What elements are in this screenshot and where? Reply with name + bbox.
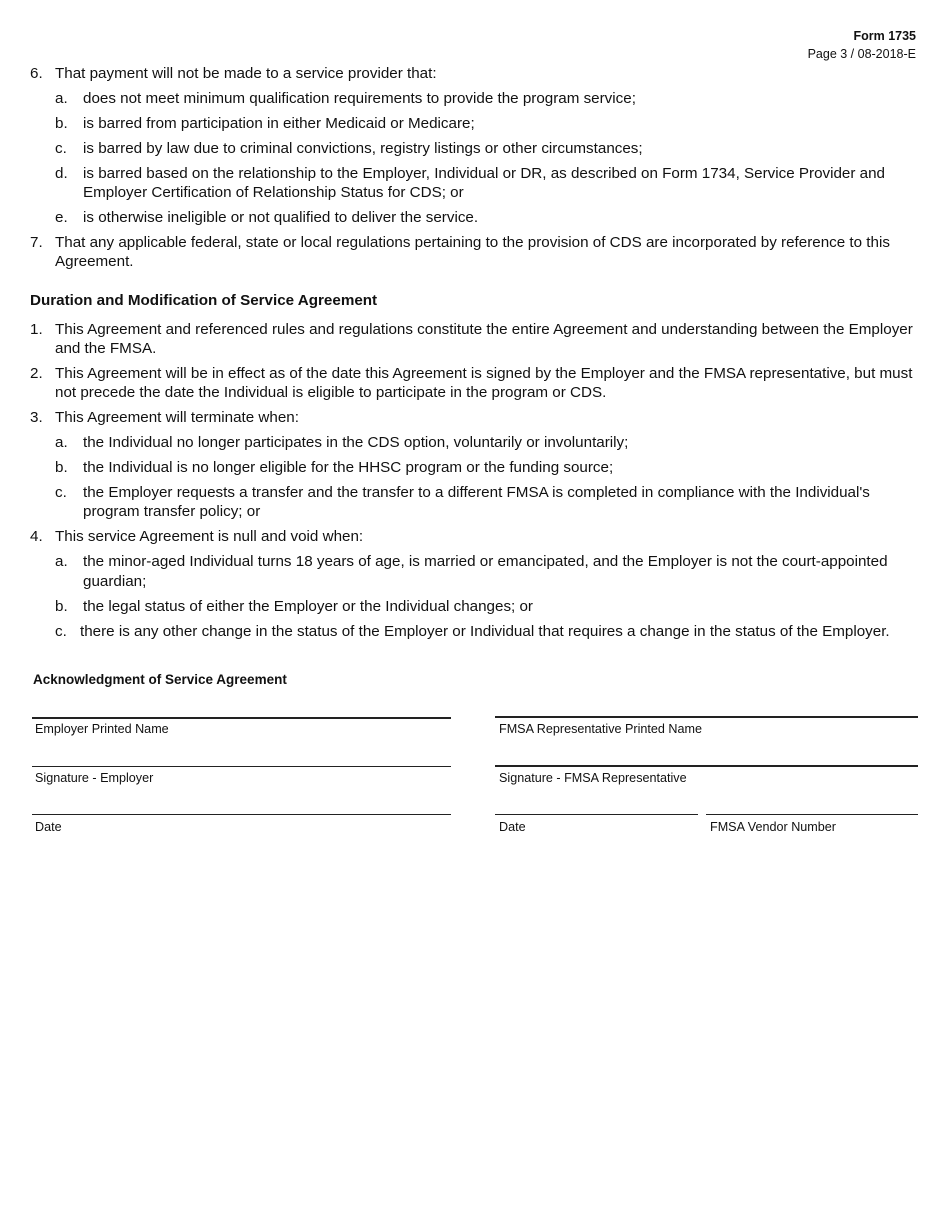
item-text: That payment will not be made to a service provider that:: [55, 65, 437, 82]
fmsa-vendor-number-label: FMSA Vendor Number: [710, 820, 836, 834]
agreement-body: [30, 64, 918, 641]
list-item-7: [30, 233, 918, 271]
sub-item-3b: [30, 458, 918, 477]
sub-item-letter: e.: [55, 209, 68, 227]
list-item-2: [30, 364, 918, 402]
form-header: [808, 27, 916, 63]
item-number: 3.: [30, 409, 43, 427]
item-number: 6.: [30, 65, 43, 82]
fmsa-signature-line[interactable]: [495, 765, 918, 767]
sub-item-letter: c.: [55, 484, 67, 502]
sub-item-4c: [30, 622, 918, 641]
item-text: This service Agreement is null and void when:: [55, 528, 364, 546]
section-heading-duration: Duration and Modification of Service Agreement: [30, 291, 378, 309]
sub-item-text: the Individual no longer participates in the CDS option, voluntarily or involuntarily;: [83, 434, 629, 452]
form-number: Form 1735: [853, 29, 916, 43]
item-text: That any applicable federal, state or local regulations pertaining to the provision of CDS are incorporated by reference to this Agreement.: [55, 234, 890, 271]
fmsa-date-line[interactable]: [495, 814, 698, 815]
sub-item-text: the legal status of either the Employer or the Individual changes; or: [83, 597, 533, 615]
fmsa-signature-label: Signature - FMSA Representative: [499, 771, 687, 785]
sub-item-text: the minor-aged Individual turns 18 years of age, is married or emancipated, and the Employer is not the court-appointed guardian;: [83, 553, 888, 590]
sub-item-text: is barred based on the relationship to the Employer, Individual or DR, as described on Form 1734, Service Provider and Employer Certification of Relationship Status for CDS; or: [83, 165, 885, 202]
sub-item-6d: [30, 164, 918, 202]
sub-item-3c: [30, 483, 918, 521]
employer-name-line[interactable]: [32, 717, 451, 719]
sub-item-letter: c.: [55, 622, 67, 640]
fmsa-vendor-number-line[interactable]: [706, 814, 918, 815]
sub-item-letter: d.: [55, 165, 68, 182]
sub-item-text: the Employer requests a transfer and the transfer to a different FMSA is completed in compliance with the Individual's program transfer policy; or: [83, 484, 870, 521]
sub-item-6b: [30, 114, 918, 133]
sub-item-text: is barred from participation in either Medicaid or Medicare;: [83, 115, 475, 132]
sub-item-6c: [30, 139, 918, 158]
employer-signature-label: Signature - Employer: [35, 771, 154, 785]
sub-item-letter: a.: [55, 553, 68, 571]
acknowledgment-heading: Acknowledgment of Service Agreement: [33, 672, 287, 687]
list-item-6: [30, 64, 918, 83]
sub-item-text: does not meet minimum qualification requirements to provide the program service;: [83, 90, 636, 107]
employer-date-line[interactable]: [32, 814, 451, 815]
list-item-4: [30, 527, 918, 546]
sub-item-text: is otherwise ineligible or not qualified to deliver the service.: [83, 209, 479, 227]
item-text: This Agreement and referenced rules and regulations constitute the entire Agreement and understanding between the Employer and the FMSA.: [55, 320, 913, 358]
sub-item-6e: [30, 208, 918, 227]
item-text: This Agreement will be in effect as of the date this Agreement is signed by the Employer and the FMSA representative, but must not precede the date the Individual is eligible to participate in the program or CDS.: [55, 365, 913, 402]
sub-item-letter: a.: [55, 434, 68, 452]
list-item-3: [30, 408, 918, 427]
sub-item-6a: [30, 89, 918, 108]
employer-date-label: Date: [35, 820, 62, 834]
item-number: 1.: [30, 320, 43, 338]
sub-item-letter: b.: [55, 459, 68, 477]
page-info: Page 3 / 08-2018-E: [807, 47, 916, 61]
sub-item-letter: b.: [55, 597, 68, 615]
sub-item-text: is barred by law due to criminal convictions, registry listings or other circumstances;: [83, 140, 643, 157]
fmsa-date-label: Date: [499, 820, 526, 834]
list-item-1: [30, 320, 918, 358]
sub-item-letter: b.: [55, 115, 68, 132]
item-number: 2.: [30, 365, 43, 383]
sub-item-text: the Individual is no longer eligible for the HHSC program or the funding source;: [83, 459, 614, 477]
fmsa-name-line[interactable]: [495, 716, 918, 718]
sub-item-4b: [30, 597, 918, 616]
item-number: 4.: [30, 528, 43, 546]
sub-item-4a: [30, 552, 918, 590]
sub-item-letter: c.: [55, 140, 67, 157]
sub-item-letter: a.: [55, 90, 68, 107]
item-number: 7.: [30, 234, 43, 252]
sub-item-3a: [30, 433, 918, 452]
item-text: This Agreement will terminate when:: [55, 409, 299, 427]
fmsa-name-label: FMSA Representative Printed Name: [499, 722, 702, 736]
employer-name-label: Employer Printed Name: [35, 722, 169, 736]
sub-item-text: there is any other change in the status of the Employer or Individual that requires a change in the status of the Employer.: [80, 622, 890, 640]
employer-signature-line[interactable]: [32, 766, 451, 767]
